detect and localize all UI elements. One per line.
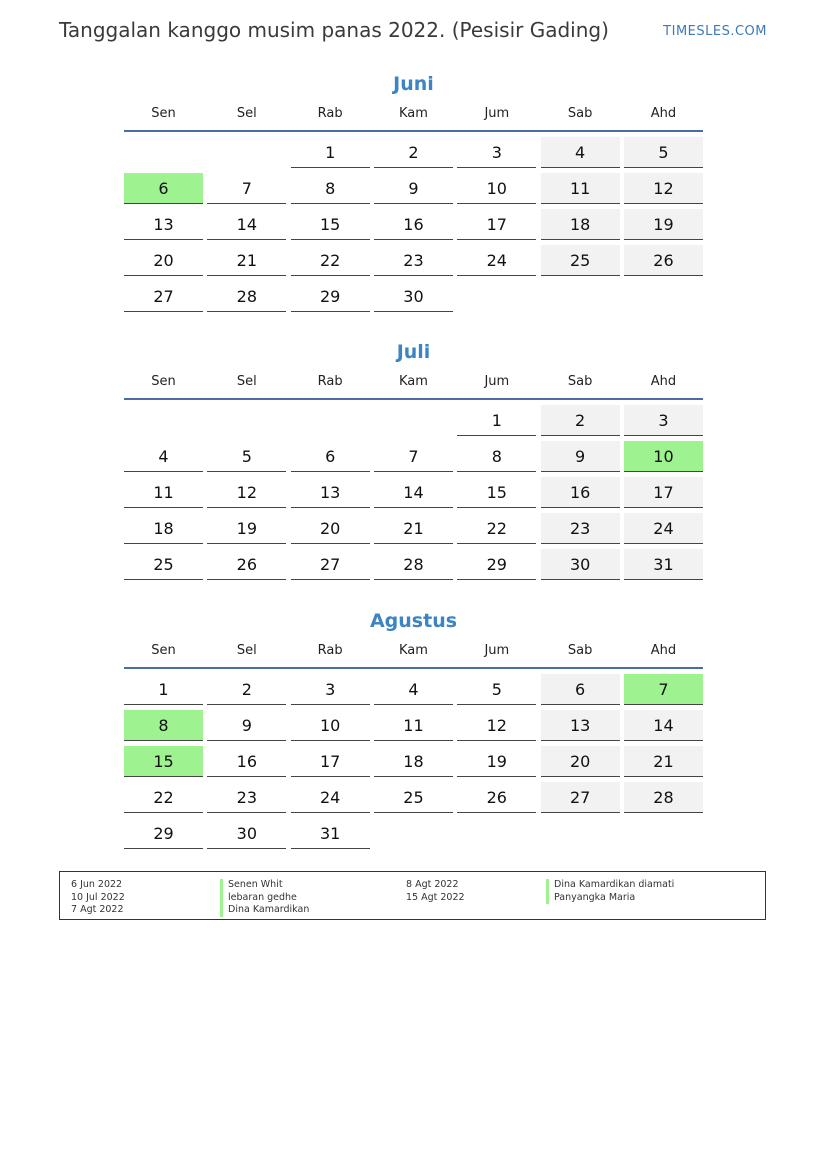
day-cell[interactable]: 23 — [207, 782, 286, 813]
weekday-label: Sab — [567, 643, 593, 658]
day-cell[interactable]: 21 — [374, 513, 453, 544]
weekday-label: Rab — [317, 106, 343, 121]
day-cell[interactable]: 16 — [541, 477, 620, 508]
legend-names-right — [546, 879, 674, 904]
day-cell[interactable]: 17 — [291, 746, 370, 777]
day-cell[interactable]: 27 — [541, 782, 620, 813]
day-cell[interactable]: 11 — [124, 477, 203, 508]
day-cell[interactable]: 25 — [374, 782, 453, 813]
day-cell[interactable]: 29 — [124, 818, 203, 849]
holiday-day-cell[interactable]: 6 — [124, 173, 203, 204]
weekday-label: Jum — [484, 643, 510, 658]
weekday-header — [124, 374, 703, 398]
day-cell[interactable]: 29 — [291, 281, 370, 312]
day-cell[interactable]: 10 — [457, 173, 536, 204]
day-cell[interactable]: 8 — [457, 441, 536, 472]
month-july — [124, 336, 703, 580]
day-cell[interactable]: 30 — [207, 818, 286, 849]
day-cell[interactable]: 15 — [457, 477, 536, 508]
day-cell[interactable]: 24 — [457, 245, 536, 276]
day-cell[interactable]: 31 — [291, 818, 370, 849]
legend-date: 10 Jul 2022 — [71, 891, 125, 903]
day-cell[interactable]: 14 — [207, 209, 286, 240]
weekday-label: Kam — [399, 106, 428, 121]
empty-cell — [207, 405, 286, 436]
empty-cell — [374, 405, 453, 436]
legend-names-left — [220, 879, 309, 917]
day-cell[interactable]: 1 — [124, 674, 203, 705]
weekday-label: Jum — [484, 106, 510, 121]
weekday-label: Sel — [236, 374, 257, 389]
day-cell[interactable]: 13 — [291, 477, 370, 508]
day-cell[interactable]: 30 — [541, 549, 620, 580]
day-cell[interactable]: 9 — [207, 710, 286, 741]
day-cell[interactable]: 2 — [374, 137, 453, 168]
legend-date: 6 Jun 2022 — [71, 879, 123, 890]
day-cell[interactable]: 21 — [207, 245, 286, 276]
weekday-label: Sel — [236, 106, 257, 121]
legend-date: 15 Agt 2022 — [406, 891, 465, 903]
legend-holiday-name: Dina Kamardikan diamati — [546, 879, 674, 892]
day-cell[interactable]: 16 — [207, 746, 286, 777]
day-cell[interactable]: 28 — [624, 782, 703, 813]
day-cell[interactable]: 14 — [624, 710, 703, 741]
day-cell[interactable]: 13 — [124, 209, 203, 240]
day-cell[interactable]: 6 — [291, 441, 370, 472]
day-cell[interactable]: 2 — [207, 674, 286, 705]
day-cell[interactable]: 18 — [124, 513, 203, 544]
empty-cell — [124, 405, 203, 436]
day-cell[interactable]: 26 — [624, 245, 703, 276]
day-grid — [124, 137, 703, 312]
day-cell[interactable]: 15 — [291, 209, 370, 240]
day-cell[interactable]: 19 — [207, 513, 286, 544]
day-cell[interactable]: 30 — [374, 281, 453, 312]
empty-cell — [207, 137, 286, 168]
weekday-label: Ahd — [650, 106, 677, 121]
day-cell[interactable]: 23 — [541, 513, 620, 544]
legend-holiday-name: lebaran gedhe — [220, 892, 309, 905]
day-cell[interactable]: 9 — [541, 441, 620, 472]
weekday-label: Sen — [151, 643, 176, 658]
day-cell[interactable]: 14 — [374, 477, 453, 508]
weekday-label: Jum — [484, 374, 510, 389]
day-cell[interactable]: 11 — [541, 173, 620, 204]
weekday-label: Kam — [399, 643, 428, 658]
legend-holiday-name: Senen Whit — [220, 879, 309, 892]
holiday-day-cell[interactable]: 7 — [624, 674, 703, 705]
day-cell[interactable]: 12 — [624, 173, 703, 204]
day-cell[interactable]: 10 — [291, 710, 370, 741]
day-cell[interactable]: 4 — [374, 674, 453, 705]
holiday-day-cell[interactable]: 8 — [124, 710, 203, 741]
weekday-label: Ahd — [650, 374, 677, 389]
day-cell[interactable]: 5 — [624, 137, 703, 168]
holiday-day-cell[interactable]: 10 — [624, 441, 703, 472]
day-cell[interactable]: 11 — [374, 710, 453, 741]
day-cell[interactable]: 18 — [374, 746, 453, 777]
day-cell[interactable]: 26 — [457, 782, 536, 813]
day-cell[interactable]: 5 — [207, 441, 286, 472]
day-cell[interactable]: 24 — [624, 513, 703, 544]
weekday-label: Rab — [317, 643, 343, 658]
legend-dates-left — [71, 879, 125, 917]
day-cell[interactable]: 2 — [541, 405, 620, 436]
weekday-label: Kam — [399, 374, 428, 389]
day-cell[interactable]: 5 — [457, 674, 536, 705]
day-cell[interactable]: 1 — [291, 137, 370, 168]
weekday-rule — [124, 398, 703, 400]
day-cell[interactable]: 19 — [624, 209, 703, 240]
weekday-label: Sel — [236, 643, 257, 658]
holiday-day-cell[interactable]: 15 — [124, 746, 203, 777]
empty-cell — [291, 405, 370, 436]
day-cell[interactable]: 17 — [457, 209, 536, 240]
month-title: Juli — [396, 341, 431, 363]
day-cell[interactable]: 20 — [124, 245, 203, 276]
day-cell[interactable]: 12 — [207, 477, 286, 508]
day-cell[interactable]: 19 — [457, 746, 536, 777]
day-cell[interactable]: 24 — [291, 782, 370, 813]
day-cell[interactable]: 27 — [124, 281, 203, 312]
day-cell[interactable]: 6 — [541, 674, 620, 705]
legend-date: 7 Agt 2022 — [71, 904, 124, 915]
day-cell[interactable]: 17 — [624, 477, 703, 508]
day-cell[interactable]: 7 — [207, 173, 286, 204]
day-cell[interactable]: 20 — [291, 513, 370, 544]
weekday-label: Ahd — [650, 643, 677, 658]
day-cell[interactable]: 8 — [291, 173, 370, 204]
weekday-label: Sen — [151, 374, 176, 389]
weekday-label: Sab — [567, 374, 593, 389]
weekday-label: Rab — [317, 374, 343, 389]
day-cell[interactable]: 7 — [374, 441, 453, 472]
month-title: Juni — [393, 73, 434, 95]
day-cell[interactable]: 22 — [124, 782, 203, 813]
day-cell[interactable]: 27 — [291, 549, 370, 580]
brand-link[interactable]: TIMESLES.COM — [663, 24, 767, 39]
day-cell[interactable]: 13 — [541, 710, 620, 741]
day-cell[interactable]: 18 — [541, 209, 620, 240]
day-cell[interactable]: 21 — [624, 746, 703, 777]
month-june — [124, 68, 703, 312]
day-cell[interactable]: 25 — [124, 549, 203, 580]
day-cell[interactable]: 28 — [374, 549, 453, 580]
day-cell[interactable]: 22 — [457, 513, 536, 544]
day-cell[interactable]: 26 — [207, 549, 286, 580]
day-cell[interactable]: 3 — [457, 137, 536, 168]
day-cell[interactable]: 16 — [374, 209, 453, 240]
empty-cell — [124, 137, 203, 168]
day-cell[interactable]: 23 — [374, 245, 453, 276]
weekday-header — [124, 643, 703, 667]
weekday-label: Sen — [151, 106, 176, 121]
holiday-legend — [59, 871, 766, 920]
legend-holiday-name: Panyangka Maria — [546, 892, 674, 905]
day-grid — [124, 674, 703, 849]
day-cell[interactable]: 3 — [624, 405, 703, 436]
day-cell[interactable]: 4 — [541, 137, 620, 168]
page-title: Tanggalan kanggo musim panas 2022. (Pesisir Gading) — [59, 18, 609, 42]
day-cell[interactable]: 20 — [541, 746, 620, 777]
day-cell[interactable]: 31 — [624, 549, 703, 580]
day-cell[interactable]: 9 — [374, 173, 453, 204]
weekday-rule — [124, 667, 703, 669]
legend-dates-right — [406, 879, 465, 904]
weekday-header — [124, 106, 703, 130]
day-cell[interactable]: 4 — [124, 441, 203, 472]
legend-date: 8 Agt 2022 — [406, 879, 459, 890]
day-cell[interactable]: 12 — [457, 710, 536, 741]
day-cell[interactable]: 22 — [291, 245, 370, 276]
day-cell[interactable]: 3 — [291, 674, 370, 705]
day-cell[interactable]: 25 — [541, 245, 620, 276]
day-cell[interactable]: 29 — [457, 549, 536, 580]
month-title: Agustus — [369, 610, 458, 632]
weekday-label: Sab — [567, 106, 593, 121]
month-august — [124, 605, 703, 849]
day-cell[interactable]: 28 — [207, 281, 286, 312]
legend-holiday-name: Dina Kamardikan — [220, 904, 309, 917]
weekday-rule — [124, 130, 703, 132]
day-cell[interactable]: 1 — [457, 405, 536, 436]
day-grid — [124, 405, 703, 580]
